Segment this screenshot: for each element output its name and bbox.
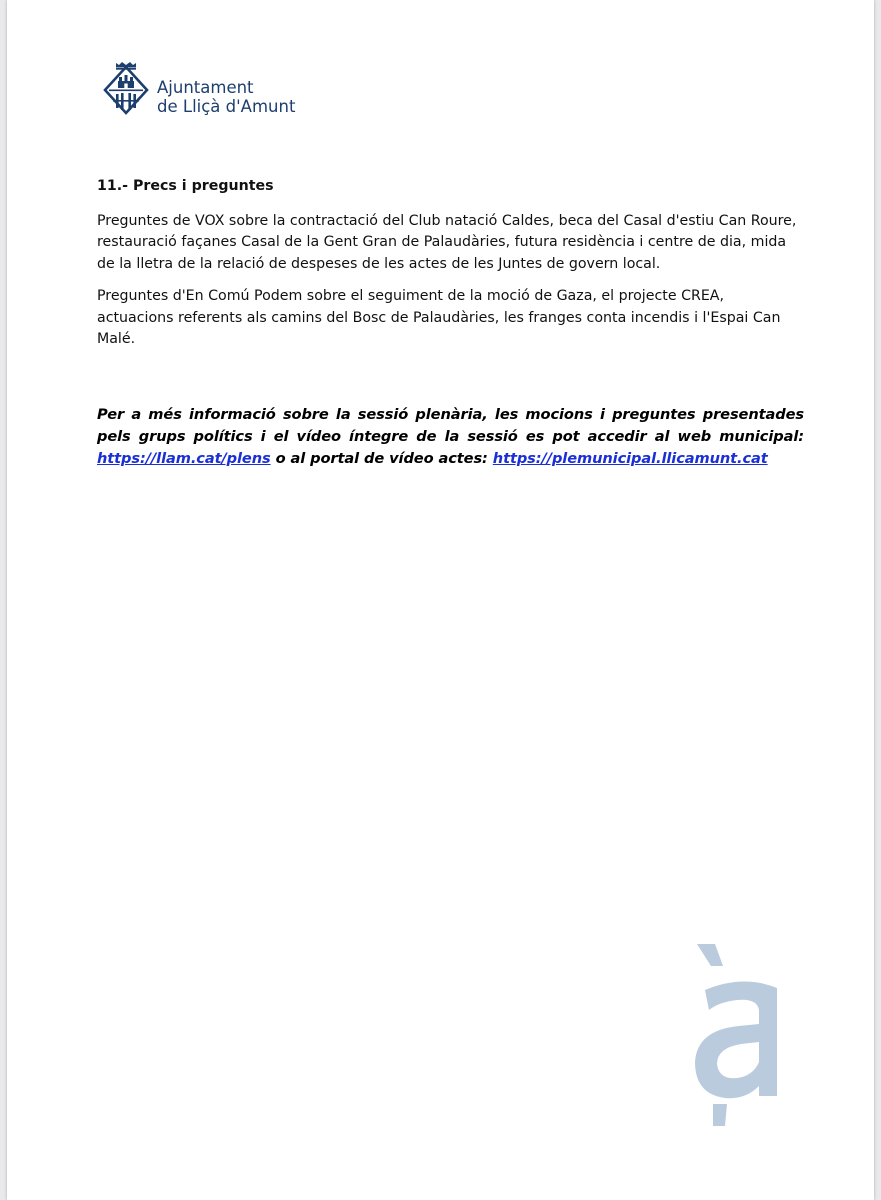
- more-info-notice: [97, 404, 804, 470]
- coat-of-arms-icon: [103, 62, 149, 118]
- paragraph-vox-questions: Preguntes de VOX sobre la contractació del Club natació Caldes, beca del Casal d'estiu Can Roure, restauració façanes Casal de la Gent Gran de Palaudàries, futura residència i centre de dia, mida de la lletra de la relació de despeses de les actes de les Juntes de govern local.: [97, 212, 797, 272]
- logo-title-line2: de Lliçà d'Amunt: [157, 97, 296, 116]
- info-text-before: Per a més informació sobre la sessió plenària, les mocions i preguntes presentades pels grups polítics i el vídeo íntegre de la sessió es pot accedir al web municipal:: [97, 406, 804, 445]
- plens-link[interactable]: https://llam.cat/plens: [97, 450, 271, 467]
- info-text-middle: o al portal de vídeo actes:: [270, 450, 493, 467]
- paragraph-ecp-questions: Preguntes d'En Comú Podem sobre el seguiment de la moció de Gaza, el projecte CREA, actuacions referents als camins del Bosc de Palaudàries, les franges conta incendis i l'Espai Can Malé.: [97, 288, 781, 347]
- municipal-logo[interactable]: [103, 62, 303, 120]
- logo-title-line1: Ajuntament: [157, 78, 254, 97]
- watermark-logo-icon: [683, 938, 813, 1128]
- document-page: [7, 0, 874, 1200]
- video-actes-link[interactable]: https://plemunicipal.llicamunt.cat: [492, 450, 768, 467]
- section-heading: 11.- Precs i preguntes: [97, 178, 274, 194]
- section-content: [97, 176, 804, 362]
